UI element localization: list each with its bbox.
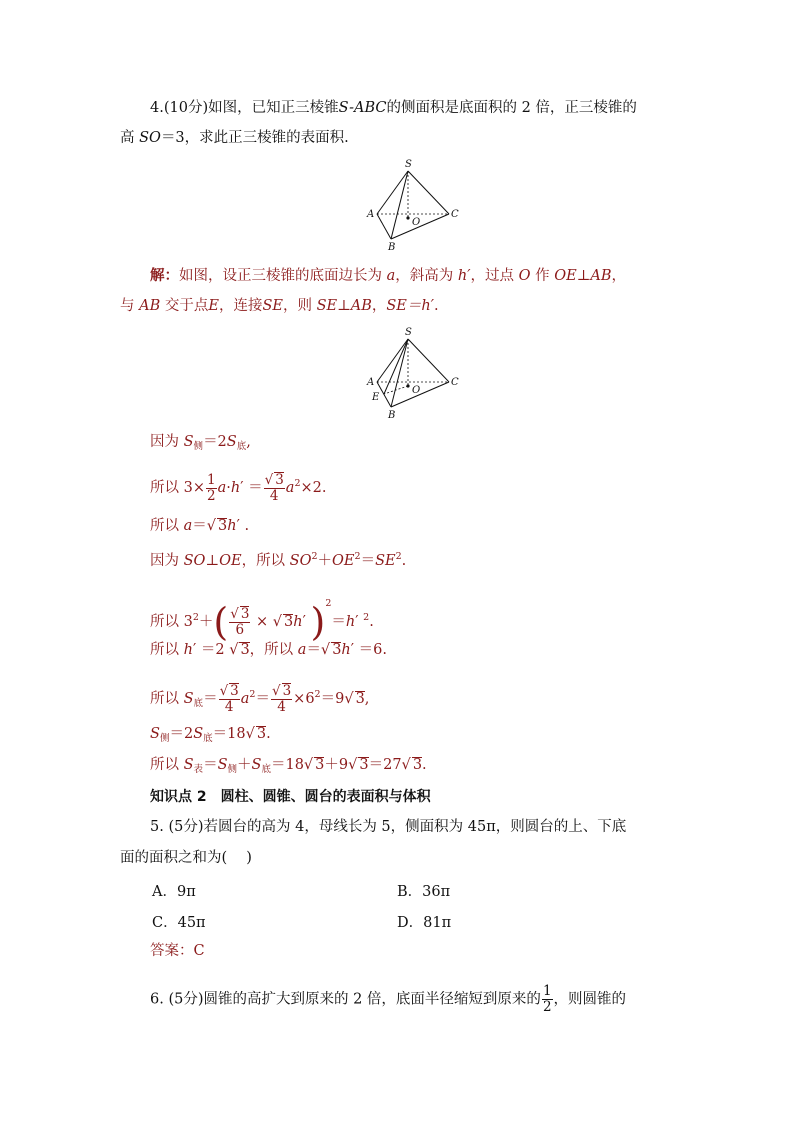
option-b: B．36π [397, 884, 451, 900]
label-a: A [367, 209, 375, 220]
step-1: 因为 $S_侧=2S_底$, [150, 434, 251, 452]
label-o: O [412, 385, 421, 396]
label-s: S [405, 327, 412, 338]
label-s: S [405, 159, 412, 170]
label-b: B [388, 242, 396, 253]
option-c: C．45π [152, 915, 206, 931]
pyramid-figure-2 [360, 323, 470, 423]
step-7: 所以 $S_底=$ $\frac{√ 3}{4}$ $a^2=$ $\frac{√ 3}{4}$ $\times 6^2=9√$ 3, [150, 683, 370, 715]
problem5-line1: 5. (5分)若圆台的高为 4，母线长为 5，侧面积为 45π，则圆台的上、下底 [150, 819, 627, 835]
label-c: C [451, 209, 459, 220]
section-heading: 知识点 2 圆柱、圆锥、圆台的表面积与体积 [150, 789, 431, 805]
label-c: C [451, 377, 459, 388]
step-4: 因为 SO⊥OE，所以 $SO^2+OE^2=SE^2$. [150, 551, 407, 569]
option-d: D．81π [397, 915, 452, 931]
problem6-line1: 6. (5分)圆锥的高扩大到原来的 2 倍，底面半径缩短到原来的 $\frac{1}{2}$ ，则圆锥的 [150, 983, 627, 1015]
label-e: E [372, 392, 380, 403]
step-9: 所以 $S_表=S_侧+S_底=18√$ 3＋9√ 3＝27√ 3. [150, 757, 427, 775]
step-5: 所以 $3^2+$( $\frac{√ 3}{6}$ × √ 3h′ )$^2$＝h′ $^2$. [150, 598, 374, 644]
problem4-line1: 4.(10分)如图，已知正三棱锥S-ABC的侧面积是底面积的 2 倍，正三棱锥的 [150, 100, 637, 116]
solution-line2: 与 AB 交于点E，连接SE，则 SE⊥AB，SE＝h′. [120, 298, 439, 314]
step-8: $S_侧=2S_底=18√$ 3. [150, 726, 271, 744]
solution-line1: 解：如图，设正三棱锥的底面边长为 a，斜高为 h′，过点 O 作 OE⊥AB， [150, 267, 626, 284]
label-a: A [367, 377, 375, 388]
pyramid-figure-1 [360, 155, 470, 255]
problem4-line2: 高 SO＝3，求此正三棱锥的表面积. [120, 130, 349, 146]
label-o: O [412, 217, 421, 228]
step-2: 所以 3× $\frac{1}{2}$ a·h′ ＝ $\frac{√ 3}{4}$ $a^2\times 2$. [150, 471, 327, 504]
option-a: A．9π [152, 884, 196, 900]
problem5-line2: 面的面积之和为( ) [120, 850, 252, 866]
step-3: 所以 a＝√ 3h′ . [150, 518, 250, 534]
step-6: 所以 h′ ＝2 √ 3，所以 a＝√ 3h′ ＝6. [150, 642, 388, 658]
label-b: B [388, 410, 396, 421]
answer: 答案：C [150, 943, 205, 959]
